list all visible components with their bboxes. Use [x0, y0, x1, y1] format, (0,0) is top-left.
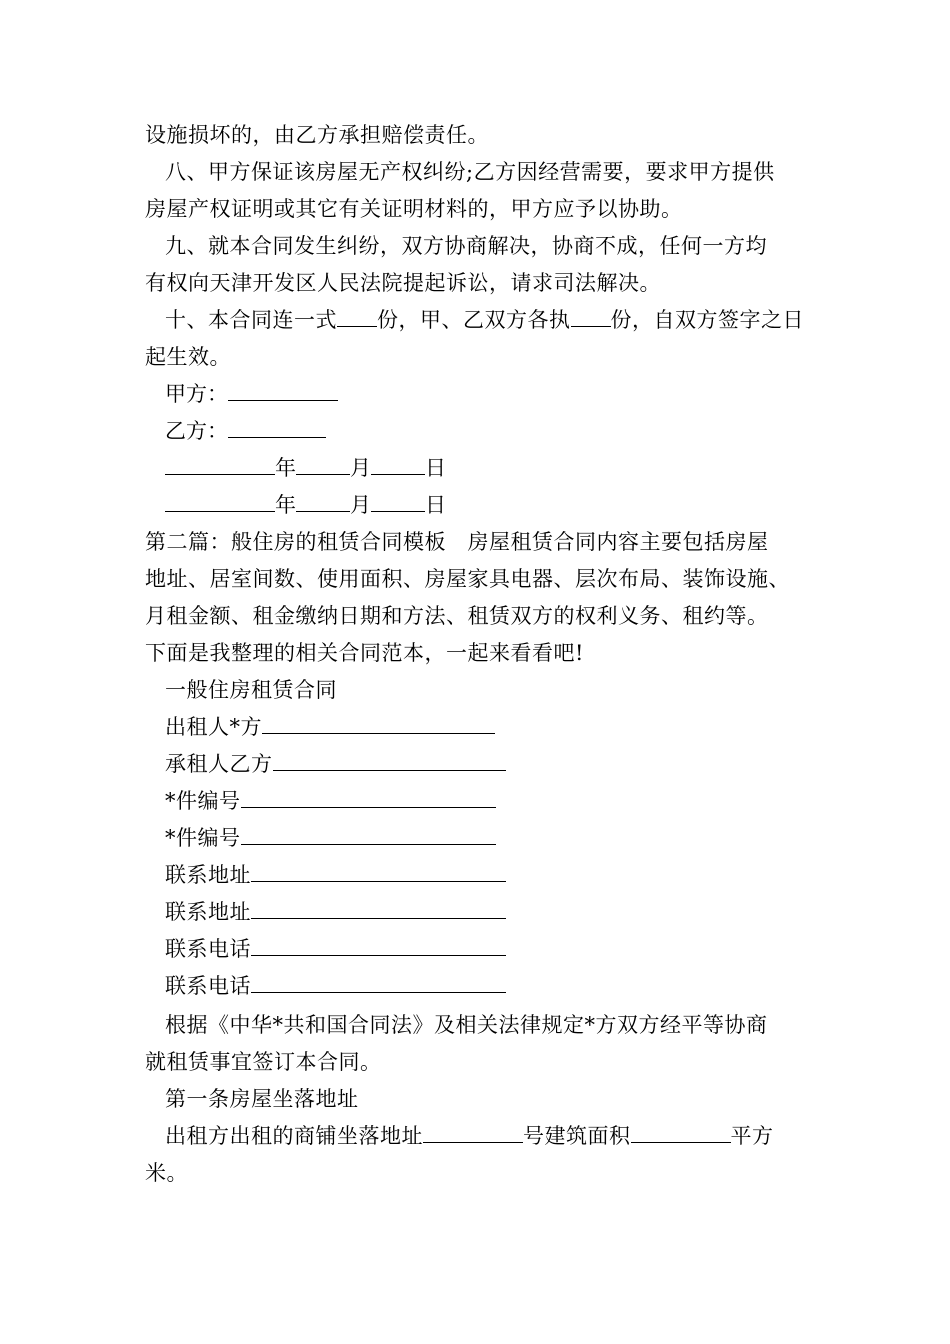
lessee-field	[165, 749, 506, 779]
address-label: 联系地址	[165, 900, 251, 924]
clause-8-line-1: 八、甲方保证该房屋无产权纠纷;乙方因经营需要，要求甲方提供	[165, 160, 775, 184]
section-2-heading-line: 第二篇：般住房的租赁合同模板 房屋租赁合同内容主要包括房屋	[145, 530, 769, 554]
article-1-line-1	[165, 1121, 774, 1151]
party-b-signature	[165, 416, 326, 446]
lessor-blank	[262, 713, 495, 734]
article-1-text-c: 平方	[730, 1124, 774, 1148]
lessee-blank	[273, 750, 506, 771]
clause-9-line-2: 有权向天津开发区人民法院提起诉讼，请求司法解决。	[145, 271, 661, 295]
day-blank	[371, 454, 425, 475]
year-blank	[165, 491, 275, 512]
preamble-line-1: 根据《中华*共和国合同法》及相关法律规定*方双方经平等协商	[165, 1013, 768, 1037]
month-blank	[296, 454, 350, 475]
phone-label: 联系电话	[165, 937, 251, 961]
id-number-label: *件编号	[165, 826, 241, 850]
address-blank	[251, 861, 506, 882]
clause-10-text-b: 份，甲、乙双方各执	[377, 308, 571, 332]
area-blank	[631, 1122, 731, 1143]
phone-blank	[251, 972, 506, 993]
id-number-blank	[241, 824, 496, 845]
clause-10-line-2: 起生效。	[145, 345, 231, 369]
address-blank	[251, 898, 506, 919]
phone-blank	[251, 935, 506, 956]
article-1-text-b: 号建筑面积	[523, 1124, 631, 1148]
paragraph-line: 设施损坏的，由乙方承担赔偿责任。	[145, 123, 489, 147]
lessee-label: 承租人乙方	[165, 752, 273, 776]
clause-9-line-1: 九、就本合同发生纠纷，双方协商解决，协商不成，任何一方均	[165, 234, 767, 258]
date-line-1	[165, 453, 446, 483]
party-a-signature	[165, 379, 338, 409]
phone-label: 联系电话	[165, 974, 251, 998]
id-number-field-1	[165, 786, 496, 816]
article-1-line-2: 米。	[145, 1161, 188, 1185]
phone-field-1	[165, 934, 506, 964]
year-label: 年	[275, 493, 296, 517]
lessor-field	[165, 712, 495, 742]
party-a-label: 甲方：	[165, 382, 228, 406]
year-label: 年	[275, 456, 296, 480]
month-label: 月	[350, 456, 371, 480]
day-label: 日	[425, 493, 446, 517]
address-field-1	[165, 860, 506, 890]
date-line-2	[165, 490, 446, 520]
contract-title: 一般住房租赁合同	[165, 678, 337, 702]
month-blank	[296, 491, 350, 512]
id-number-field-2	[165, 823, 496, 853]
clause-10-text-a: 十、本合同连一式	[165, 308, 337, 332]
each-copies-blank	[571, 306, 611, 327]
id-number-label: *件编号	[165, 789, 241, 813]
section-2-line-3: 月租金额、租金缴纳日期和方法、租赁双方的权利义务、租约等。	[145, 604, 769, 628]
article-1-heading: 第一条房屋坐落地址	[165, 1087, 359, 1111]
id-number-blank	[241, 787, 496, 808]
party-a-blank	[228, 380, 338, 401]
year-blank	[165, 454, 275, 475]
address-field-2	[165, 897, 506, 927]
location-blank	[423, 1122, 523, 1143]
lessor-label: 出租人*方	[165, 715, 262, 739]
party-b-label: 乙方：	[165, 419, 228, 443]
phone-field-2	[165, 971, 506, 1001]
clause-10-text-c: 份，自双方签字之日	[610, 308, 804, 332]
clause-8-line-2: 房屋产权证明或其它有关证明材料的，甲方应予以协助。	[145, 197, 683, 221]
article-1-text-a: 出租方出租的商铺坐落地址	[165, 1124, 423, 1148]
section-2-line-4: 下面是我整理的相关合同范本，一起来看看吧!	[145, 641, 584, 665]
day-label: 日	[425, 456, 446, 480]
section-2-line-2: 地址、居室间数、使用面积、房屋家具电器、层次布局、装饰设施、	[145, 567, 790, 591]
preamble-line-2: 就租赁事宜签订本合同。	[145, 1050, 382, 1074]
month-label: 月	[350, 493, 371, 517]
clause-10-line-1	[165, 305, 804, 335]
copies-blank	[337, 306, 377, 327]
party-b-blank	[228, 417, 326, 438]
address-label: 联系地址	[165, 863, 251, 887]
day-blank	[371, 491, 425, 512]
